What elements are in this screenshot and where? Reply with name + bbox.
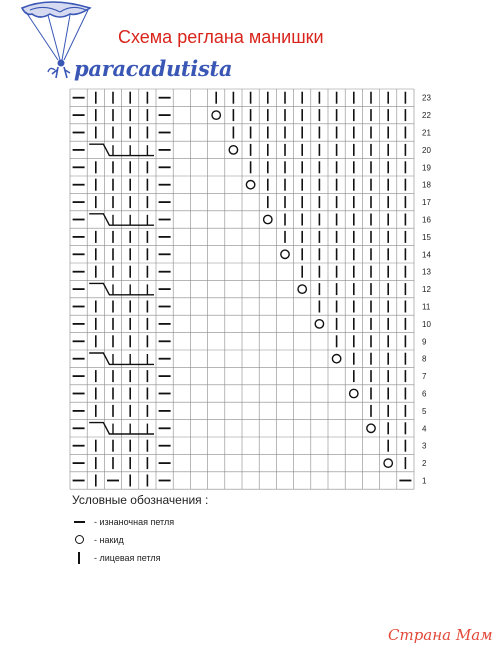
vertical-bar-icon bbox=[72, 551, 92, 565]
row-number: 22 bbox=[422, 111, 431, 121]
legend-label-yarn-over: - накид bbox=[94, 535, 124, 545]
row-number: 23 bbox=[422, 93, 431, 103]
row-number: 10 bbox=[422, 319, 431, 329]
watermark: Страна Мам bbox=[388, 626, 493, 644]
yarn-over-stitch bbox=[332, 355, 340, 363]
row-number: 5 bbox=[422, 406, 427, 416]
legend-label-purl: - изнаночная петля bbox=[94, 517, 175, 527]
legend-item-yarn-over bbox=[72, 533, 124, 547]
row-number: 9 bbox=[422, 337, 427, 347]
row-number: 11 bbox=[422, 302, 431, 312]
row-number: 21 bbox=[422, 128, 431, 138]
row-number: 4 bbox=[422, 424, 427, 434]
circle-icon bbox=[72, 533, 92, 547]
row-number: 3 bbox=[422, 441, 427, 451]
row-number: 14 bbox=[422, 250, 431, 260]
row-number: 19 bbox=[422, 163, 431, 173]
row-number: 8 bbox=[422, 354, 427, 364]
logo-text: paracadutista bbox=[74, 56, 233, 81]
row-number: 18 bbox=[422, 180, 431, 190]
legend-item-knit bbox=[72, 551, 161, 565]
yarn-over-stitch bbox=[281, 250, 289, 258]
row-number: 7 bbox=[422, 372, 427, 382]
yarn-over-stitch bbox=[229, 146, 237, 154]
row-number: 2 bbox=[422, 459, 427, 469]
row-number: 15 bbox=[422, 232, 431, 242]
row-number: 20 bbox=[422, 145, 431, 155]
yarn-over-stitch bbox=[384, 459, 392, 467]
row-number: 1 bbox=[422, 476, 427, 486]
yarn-over-stitch bbox=[264, 215, 272, 223]
legend-label-knit: - лицевая петля bbox=[94, 553, 161, 563]
row-number: 13 bbox=[422, 267, 431, 277]
page-title: Схема реглана манишки bbox=[118, 27, 324, 47]
yarn-over-stitch bbox=[315, 320, 323, 328]
yarn-over-stitch bbox=[350, 389, 358, 397]
row-number: 12 bbox=[422, 285, 431, 295]
yarn-over-stitch bbox=[298, 285, 306, 293]
legend-title: Условные обозначения : bbox=[72, 493, 209, 507]
dash-icon bbox=[72, 515, 92, 529]
legend-item-purl bbox=[72, 515, 174, 529]
row-number: 6 bbox=[422, 389, 427, 399]
yarn-over-stitch bbox=[367, 424, 375, 432]
row-number: 17 bbox=[422, 198, 431, 208]
yarn-over-stitch bbox=[212, 111, 220, 119]
yarn-over-stitch bbox=[246, 181, 254, 189]
row-number: 16 bbox=[422, 215, 431, 225]
